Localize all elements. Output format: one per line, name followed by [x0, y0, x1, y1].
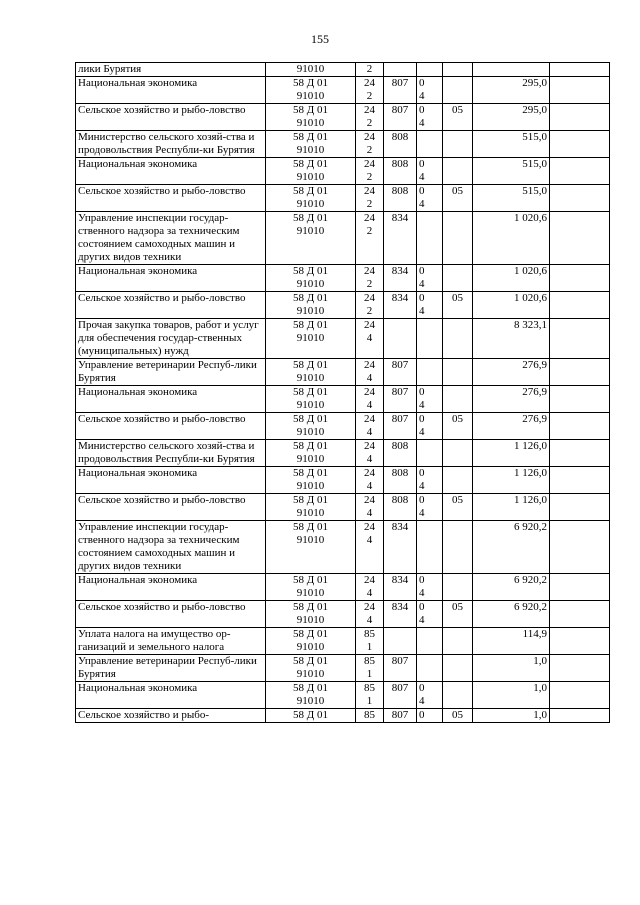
row-code-cell: 91010: [266, 63, 356, 77]
row-extra-cell: [550, 292, 610, 319]
row-section-cell: [417, 655, 443, 682]
row-section-cell: 0 4: [417, 601, 443, 628]
row-section-cell: 0: [417, 709, 443, 723]
row-name-cell: Управление ветеринарии Респуб-лики Бурятия: [76, 655, 266, 682]
row-subsection-cell: [443, 628, 473, 655]
row-extra-cell: [550, 77, 610, 104]
row-group-cell: 24 2: [356, 77, 384, 104]
page-number: 155: [311, 32, 329, 46]
row-section-cell: 0 4: [417, 158, 443, 185]
row-vid-cell: [384, 628, 417, 655]
row-vid-cell: 834: [384, 292, 417, 319]
row-amount-cell: 1,0: [473, 655, 550, 682]
row-code-cell: 58 Д 01 91010: [266, 413, 356, 440]
row-name-cell: Национальная экономика: [76, 682, 266, 709]
row-amount-cell: 6 920,2: [473, 574, 550, 601]
row-extra-cell: [550, 104, 610, 131]
row-subsection-cell: 05: [443, 292, 473, 319]
row-code-cell: 58 Д 01 91010: [266, 265, 356, 292]
row-name-cell: Национальная экономика: [76, 77, 266, 104]
row-vid-cell: [384, 63, 417, 77]
row-name-cell: Сельское хозяйство и рыбо-ловство: [76, 104, 266, 131]
row-name-cell: Прочая закупка товаров, работ и услуг для обеспечения государ-ственных (муниципальных) нужд: [76, 319, 266, 359]
row-name-cell: Национальная экономика: [76, 386, 266, 413]
row-amount-cell: [473, 63, 550, 77]
row-group-cell: 85 1: [356, 682, 384, 709]
row-group-cell: 85 1: [356, 628, 384, 655]
row-section-cell: [417, 628, 443, 655]
row-vid-cell: 808: [384, 494, 417, 521]
row-subsection-cell: 05: [443, 104, 473, 131]
row-subsection-cell: [443, 265, 473, 292]
row-section-cell: 0 4: [417, 467, 443, 494]
row-vid-cell: 808: [384, 185, 417, 212]
row-group-cell: 24 4: [356, 413, 384, 440]
row-amount-cell: 6 920,2: [473, 521, 550, 574]
row-extra-cell: [550, 574, 610, 601]
row-code-cell: 58 Д 01 91010: [266, 655, 356, 682]
row-code-cell: 58 Д 01 91010: [266, 628, 356, 655]
table-row: [76, 709, 610, 723]
row-subsection-cell: 05: [443, 601, 473, 628]
row-vid-cell: 807: [384, 655, 417, 682]
row-amount-cell: 1 126,0: [473, 467, 550, 494]
row-group-cell: 24 2: [356, 185, 384, 212]
table-row: [76, 63, 610, 77]
table-row: [76, 131, 610, 158]
row-group-cell: 24 4: [356, 521, 384, 574]
row-amount-cell: 515,0: [473, 158, 550, 185]
row-subsection-cell: 05: [443, 413, 473, 440]
table-row: [76, 212, 610, 265]
row-section-cell: 0 4: [417, 185, 443, 212]
row-code-cell: 58 Д 01 91010: [266, 212, 356, 265]
row-code-cell: 58 Д 01 91010: [266, 682, 356, 709]
row-name-cell: Сельское хозяйство и рыбо-ловство: [76, 185, 266, 212]
row-extra-cell: [550, 467, 610, 494]
row-name-cell: Национальная экономика: [76, 574, 266, 601]
row-amount-cell: 276,9: [473, 413, 550, 440]
row-amount-cell: 295,0: [473, 104, 550, 131]
row-extra-cell: [550, 709, 610, 723]
table-row: [76, 158, 610, 185]
row-extra-cell: [550, 655, 610, 682]
row-name-cell: Сельское хозяйство и рыбо-: [76, 709, 266, 723]
row-subsection-cell: [443, 467, 473, 494]
row-group-cell: 24 4: [356, 386, 384, 413]
row-amount-cell: 1 126,0: [473, 440, 550, 467]
row-name-cell: Министерство сельского хозяй-ства и продовольствия Республи-ки Бурятия: [76, 131, 266, 158]
row-extra-cell: [550, 628, 610, 655]
row-group-cell: 85 1: [356, 655, 384, 682]
row-subsection-cell: [443, 212, 473, 265]
table-row: [76, 104, 610, 131]
row-group-cell: 24 2: [356, 265, 384, 292]
table-row: [76, 319, 610, 359]
row-group-cell: 24 4: [356, 494, 384, 521]
row-vid-cell: [384, 319, 417, 359]
row-vid-cell: 834: [384, 265, 417, 292]
row-section-cell: 0 4: [417, 292, 443, 319]
row-code-cell: 58 Д 01 91010: [266, 359, 356, 386]
row-section-cell: [417, 212, 443, 265]
row-subsection-cell: [443, 158, 473, 185]
row-subsection-cell: [443, 359, 473, 386]
row-code-cell: 58 Д 01: [266, 709, 356, 723]
row-code-cell: 58 Д 01 91010: [266, 104, 356, 131]
row-section-cell: [417, 63, 443, 77]
row-code-cell: 58 Д 01 91010: [266, 292, 356, 319]
row-section-cell: 0 4: [417, 413, 443, 440]
row-name-cell: Управление инспекции государ-ственного надзора за техническим состоянием самоходных машин и других видов техники: [76, 521, 266, 574]
row-subsection-cell: [443, 131, 473, 158]
row-amount-cell: 515,0: [473, 131, 550, 158]
row-code-cell: 58 Д 01 91010: [266, 574, 356, 601]
row-amount-cell: 6 920,2: [473, 601, 550, 628]
row-vid-cell: 807: [384, 682, 417, 709]
row-code-cell: 58 Д 01 91010: [266, 386, 356, 413]
table-row: [76, 521, 610, 574]
row-section-cell: 0 4: [417, 265, 443, 292]
row-extra-cell: [550, 185, 610, 212]
row-section-cell: [417, 521, 443, 574]
table-row: [76, 601, 610, 628]
table-row: [76, 440, 610, 467]
row-amount-cell: 1 126,0: [473, 494, 550, 521]
row-vid-cell: 834: [384, 574, 417, 601]
row-extra-cell: [550, 521, 610, 574]
row-name-cell: Сельское хозяйство и рыбо-ловство: [76, 292, 266, 319]
row-amount-cell: 276,9: [473, 359, 550, 386]
table-row: [76, 655, 610, 682]
row-amount-cell: 1,0: [473, 682, 550, 709]
row-subsection-cell: 05: [443, 709, 473, 723]
table-row: [76, 682, 610, 709]
row-extra-cell: [550, 63, 610, 77]
row-group-cell: 24 2: [356, 158, 384, 185]
row-subsection-cell: [443, 521, 473, 574]
row-group-cell: 85: [356, 709, 384, 723]
table-row: [76, 628, 610, 655]
row-extra-cell: [550, 682, 610, 709]
table-row: [76, 574, 610, 601]
row-vid-cell: 807: [384, 709, 417, 723]
row-extra-cell: [550, 440, 610, 467]
row-name-cell: Управление инспекции государ-ственного надзора за техническим состоянием самоходных машин и других видов техники: [76, 212, 266, 265]
row-group-cell: 24 4: [356, 359, 384, 386]
row-group-cell: 2: [356, 63, 384, 77]
row-subsection-cell: [443, 77, 473, 104]
row-name-cell: Национальная экономика: [76, 158, 266, 185]
row-code-cell: 58 Д 01 91010: [266, 521, 356, 574]
row-vid-cell: 808: [384, 158, 417, 185]
row-extra-cell: [550, 494, 610, 521]
row-subsection-cell: 05: [443, 494, 473, 521]
row-section-cell: [417, 440, 443, 467]
row-subsection-cell: [443, 574, 473, 601]
row-vid-cell: 807: [384, 104, 417, 131]
row-group-cell: 24 4: [356, 574, 384, 601]
row-name-cell: Сельское хозяйство и рыбо-ловство: [76, 413, 266, 440]
budget-table: [75, 62, 610, 723]
table-row: [76, 265, 610, 292]
row-amount-cell: 1 020,6: [473, 212, 550, 265]
row-code-cell: 58 Д 01 91010: [266, 494, 356, 521]
table-row: [76, 359, 610, 386]
row-amount-cell: 114,9: [473, 628, 550, 655]
table-row: [76, 185, 610, 212]
row-code-cell: 58 Д 01 91010: [266, 158, 356, 185]
row-subsection-cell: [443, 386, 473, 413]
row-section-cell: [417, 131, 443, 158]
row-code-cell: 58 Д 01 91010: [266, 319, 356, 359]
row-subsection-cell: [443, 440, 473, 467]
row-extra-cell: [550, 601, 610, 628]
row-section-cell: 0 4: [417, 386, 443, 413]
row-vid-cell: 807: [384, 386, 417, 413]
table-row: [76, 413, 610, 440]
row-vid-cell: 808: [384, 440, 417, 467]
row-name-cell: Уплата налога на имущество ор-ганизаций и земельного налога: [76, 628, 266, 655]
row-group-cell: 24 2: [356, 104, 384, 131]
row-code-cell: 58 Д 01 91010: [266, 77, 356, 104]
row-code-cell: 58 Д 01 91010: [266, 440, 356, 467]
row-name-cell: лики Бурятия: [76, 63, 266, 77]
row-group-cell: 24 4: [356, 601, 384, 628]
row-section-cell: 0 4: [417, 574, 443, 601]
row-extra-cell: [550, 131, 610, 158]
row-vid-cell: 834: [384, 521, 417, 574]
row-extra-cell: [550, 265, 610, 292]
row-vid-cell: 834: [384, 601, 417, 628]
row-extra-cell: [550, 359, 610, 386]
row-group-cell: 24 2: [356, 131, 384, 158]
row-extra-cell: [550, 212, 610, 265]
row-subsection-cell: [443, 655, 473, 682]
row-section-cell: [417, 319, 443, 359]
row-vid-cell: 807: [384, 413, 417, 440]
row-section-cell: 0 4: [417, 494, 443, 521]
row-name-cell: Сельское хозяйство и рыбо-ловство: [76, 601, 266, 628]
row-amount-cell: 1 020,6: [473, 292, 550, 319]
row-amount-cell: 276,9: [473, 386, 550, 413]
row-subsection-cell: [443, 319, 473, 359]
row-group-cell: 24 4: [356, 440, 384, 467]
row-amount-cell: 295,0: [473, 77, 550, 104]
row-name-cell: Сельское хозяйство и рыбо-ловство: [76, 494, 266, 521]
row-group-cell: 24 2: [356, 292, 384, 319]
table-row: [76, 386, 610, 413]
table-row: [76, 494, 610, 521]
row-vid-cell: 807: [384, 359, 417, 386]
table-body: [76, 63, 610, 723]
row-group-cell: 24 4: [356, 467, 384, 494]
row-section-cell: 0 4: [417, 104, 443, 131]
row-section-cell: [417, 359, 443, 386]
row-amount-cell: 1,0: [473, 709, 550, 723]
row-vid-cell: 807: [384, 77, 417, 104]
row-name-cell: Национальная экономика: [76, 467, 266, 494]
row-vid-cell: 808: [384, 131, 417, 158]
row-group-cell: 24 4: [356, 319, 384, 359]
row-code-cell: 58 Д 01 91010: [266, 467, 356, 494]
row-amount-cell: 1 020,6: [473, 265, 550, 292]
row-code-cell: 58 Д 01 91010: [266, 131, 356, 158]
row-amount-cell: 8 323,1: [473, 319, 550, 359]
row-group-cell: 24 2: [356, 212, 384, 265]
table-row: [76, 77, 610, 104]
row-name-cell: Управление ветеринарии Респуб-лики Бурятия: [76, 359, 266, 386]
row-subsection-cell: [443, 63, 473, 77]
row-extra-cell: [550, 386, 610, 413]
row-section-cell: 0 4: [417, 682, 443, 709]
row-name-cell: Национальная экономика: [76, 265, 266, 292]
row-vid-cell: 808: [384, 467, 417, 494]
row-extra-cell: [550, 158, 610, 185]
row-name-cell: Министерство сельского хозяй-ства и продовольствия Республи-ки Бурятия: [76, 440, 266, 467]
row-code-cell: 58 Д 01 91010: [266, 601, 356, 628]
row-extra-cell: [550, 413, 610, 440]
row-section-cell: 0 4: [417, 77, 443, 104]
row-amount-cell: 515,0: [473, 185, 550, 212]
row-extra-cell: [550, 319, 610, 359]
row-subsection-cell: 05: [443, 185, 473, 212]
row-code-cell: 58 Д 01 91010: [266, 185, 356, 212]
row-subsection-cell: [443, 682, 473, 709]
table-row: [76, 292, 610, 319]
table-row: [76, 467, 610, 494]
row-vid-cell: 834: [384, 212, 417, 265]
